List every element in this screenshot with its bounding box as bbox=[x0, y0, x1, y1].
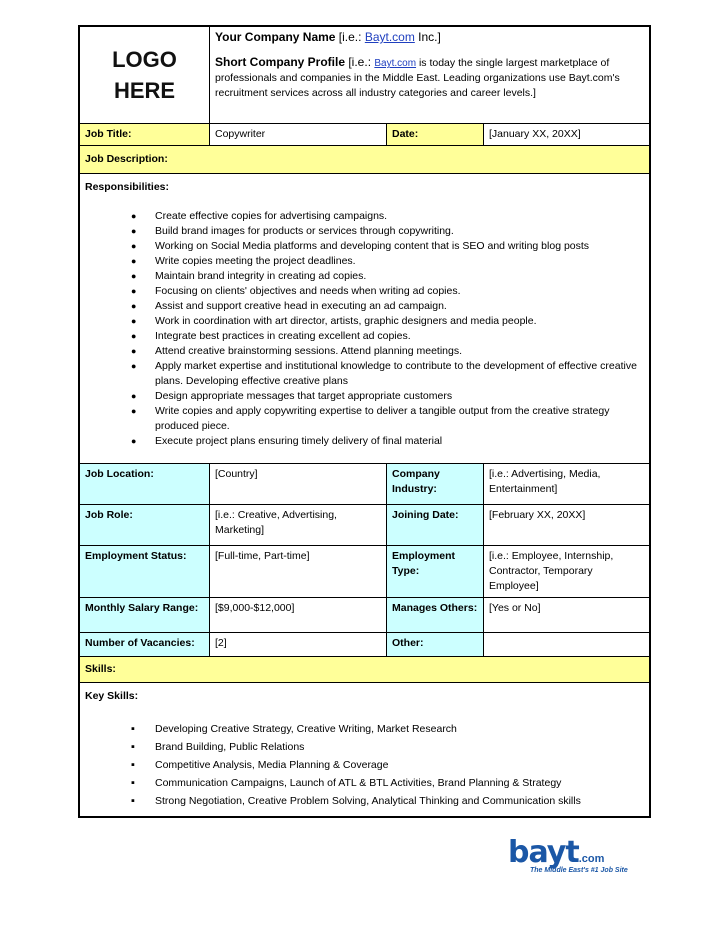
list-item: ▪ Strong Negotiation, Creative Problem Solving, Analytical Thinking and Communication skills bbox=[155, 792, 644, 810]
vacancies-row bbox=[80, 633, 650, 657]
header-table bbox=[79, 26, 650, 817]
date-value[interactable]: [January XX, 20XX] bbox=[484, 124, 650, 146]
job-role-value[interactable]: [i.e.: Creative, Advertising, Marketing] bbox=[210, 505, 387, 546]
employment-status-label: Employment Status: bbox=[80, 546, 210, 598]
responsibilities-label: Responsibilities: bbox=[85, 181, 170, 193]
job-description-row bbox=[80, 146, 650, 174]
location-row bbox=[80, 464, 650, 505]
header-row bbox=[80, 27, 650, 124]
key-skills-label: Key Skills: bbox=[85, 690, 139, 702]
list-item: ● Apply market expertise and institutional knowledge to contribute to the development of effective creative plans. Developing effective creative plans bbox=[155, 359, 644, 389]
job-title-value[interactable]: Copywriter bbox=[210, 124, 387, 146]
logo-text: LOGO HERE bbox=[112, 47, 177, 103]
other-value[interactable] bbox=[484, 633, 650, 657]
bayt-domain: .com bbox=[578, 853, 605, 865]
company-info bbox=[210, 27, 650, 124]
list-item: ● Attend creative brainstorming sessions. Attend planning meetings. bbox=[155, 344, 644, 359]
company-industry-value[interactable]: [i.e.: Advertising, Media, Entertainment] bbox=[484, 464, 650, 505]
company-name: Your Company Name [i.e.: Bayt.com Inc.] bbox=[215, 30, 441, 44]
company-link[interactable]: Bayt.com bbox=[364, 30, 415, 44]
key-skills-cell bbox=[80, 683, 650, 817]
skills-label: Skills: bbox=[80, 657, 650, 683]
logo-placeholder bbox=[80, 27, 210, 124]
joining-date-label: Joining Date: bbox=[387, 505, 484, 546]
skills-row bbox=[80, 657, 650, 683]
key-skills-row bbox=[80, 683, 650, 817]
bayt-logo bbox=[508, 835, 648, 878]
bayt-tagline: The Middle East's #1 Job Site bbox=[530, 867, 628, 874]
list-item: ● Maintain brand integrity in creating ad copies. bbox=[155, 269, 644, 284]
job-description-form bbox=[78, 25, 651, 818]
job-title-row bbox=[80, 124, 650, 146]
salary-range-label: Monthly Salary Range: bbox=[80, 598, 210, 633]
company-profile: Short Company Profile [i.e.: Bayt.com is today the single largest marketplace of professionals and companies in the Middle East. Leading organizations use Bayt.com's recruitment services across all industry categories and career levels.] bbox=[215, 55, 620, 99]
list-item: ● Build brand images for products or services through copywriting. bbox=[155, 224, 644, 239]
employment-row bbox=[80, 546, 650, 598]
list-item: ● Work in coordination with art director, artists, graphic designers and media people. bbox=[155, 314, 644, 329]
list-item: ▪ Developing Creative Strategy, Creative Writing, Market Research bbox=[155, 720, 644, 738]
list-item: ▪ Brand Building, Public Relations bbox=[155, 738, 644, 756]
list-item: ● Write copies and apply copywriting expertise to deliver a tangible output from the creative strategy produced piece. bbox=[155, 404, 644, 434]
list-item: ● Integrate best practices in creating excellent ad copies. bbox=[155, 329, 644, 344]
bayt-wordmark: bayt bbox=[508, 835, 579, 870]
list-item: ● Focusing on clients' objectives and needs when writing ad copies. bbox=[155, 284, 644, 299]
manages-others-value[interactable]: [Yes or No] bbox=[484, 598, 650, 633]
salary-row bbox=[80, 598, 650, 633]
job-location-value[interactable]: [Country] bbox=[210, 464, 387, 505]
list-item: ● Working on Social Media platforms and developing content that is SEO and writing blog posts bbox=[155, 239, 644, 254]
employment-type-label: Employment Type: bbox=[387, 546, 484, 598]
employment-type-value[interactable]: [i.e.: Employee, Internship, Contractor, Temporary Employee] bbox=[484, 546, 650, 598]
list-item: ▪ Communication Campaigns, Launch of ATL & BTL Activities, Brand Planning & Strategy bbox=[155, 774, 644, 792]
job-description-label: Job Description: bbox=[80, 146, 650, 174]
job-location-label: Job Location: bbox=[80, 464, 210, 505]
job-role-label: Job Role: bbox=[80, 505, 210, 546]
joining-date-value[interactable]: [February XX, 20XX] bbox=[484, 505, 650, 546]
profile-link[interactable]: Bayt.com bbox=[374, 58, 417, 69]
employment-status-value[interactable]: [Full-time, Part-time] bbox=[210, 546, 387, 598]
list-item: ● Design appropriate messages that target appropriate customers bbox=[155, 389, 644, 404]
salary-range-value[interactable]: [$9,000-$12,000] bbox=[210, 598, 387, 633]
list-item: ● Assist and support creative head in executing an ad campaign. bbox=[155, 299, 644, 314]
manages-others-label: Manages Others: bbox=[387, 598, 484, 633]
key-skills-list bbox=[85, 720, 644, 810]
responsibilities-cell bbox=[80, 174, 650, 464]
list-item: ● Write copies meeting the project deadlines. bbox=[155, 254, 644, 269]
vacancies-label: Number of Vacancies: bbox=[80, 633, 210, 657]
vacancies-value[interactable]: [2] bbox=[210, 633, 387, 657]
company-industry-label: Company Industry: bbox=[387, 464, 484, 505]
job-title-label: Job Title: bbox=[80, 124, 210, 146]
responsibilities-row bbox=[80, 174, 650, 464]
date-label: Date: bbox=[387, 124, 484, 146]
list-item: ● Execute project plans ensuring timely delivery of final material bbox=[155, 434, 644, 449]
list-item: ● Create effective copies for advertising campaigns. bbox=[155, 209, 644, 224]
responsibilities-list bbox=[85, 209, 644, 449]
other-label: Other: bbox=[387, 633, 484, 657]
list-item: ▪ Competitive Analysis, Media Planning & Coverage bbox=[155, 756, 644, 774]
role-row bbox=[80, 505, 650, 546]
